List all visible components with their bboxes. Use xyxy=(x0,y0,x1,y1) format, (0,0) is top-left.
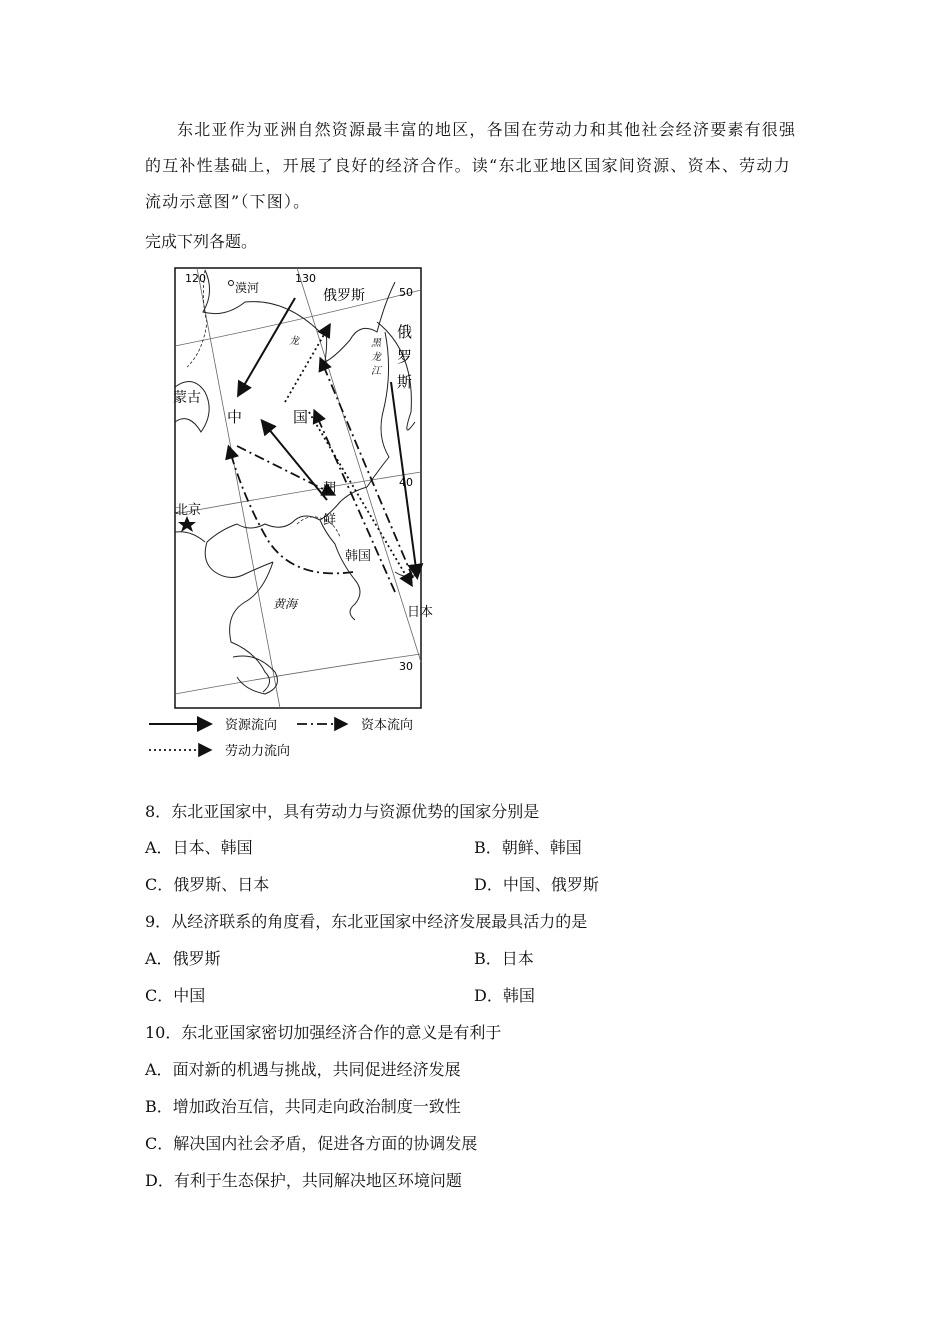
map-legend xyxy=(149,717,413,759)
q9-option-b[interactable] xyxy=(474,947,534,971)
china-guo-label: 国 xyxy=(293,408,309,426)
russia-side-label-3: 斯 xyxy=(397,373,413,391)
beijing-label: 北京 xyxy=(175,503,202,518)
legend-labor-label: 劳动力流向 xyxy=(225,744,291,759)
korea-xian-label: 鲜 xyxy=(323,513,337,528)
lat-label-40: 40 xyxy=(399,476,413,489)
q9-option-c-text: 中国 xyxy=(173,986,206,1005)
q8-option-c[interactable] xyxy=(145,873,269,897)
question-10-number: 10． xyxy=(145,1023,182,1042)
instruction: 完成下列各题。 xyxy=(145,232,258,251)
yellow-sea-label: 黄海 xyxy=(273,597,298,611)
q8-option-b-text: 朝鲜、韩国 xyxy=(501,838,582,857)
heilongjiang-label-2: 龙 xyxy=(371,352,381,363)
russia-side-label-1: 俄 xyxy=(397,323,413,341)
question-9-text: 从经济联系的角度看，东北亚国家中经济发展最具活力的是 xyxy=(171,912,588,931)
q10-option-a[interactable] xyxy=(145,1058,461,1082)
question-8-number: 8． xyxy=(145,802,172,821)
q8-option-a-letter: A． xyxy=(145,838,173,857)
q10-option-c[interactable] xyxy=(145,1132,477,1156)
lon-label-120: 120 xyxy=(185,272,206,285)
q8-option-c-letter: C． xyxy=(145,875,174,894)
question-10 xyxy=(145,1021,501,1045)
q10-option-b-text: 增加政治互信，共同走向政治制度一致性 xyxy=(172,1097,461,1116)
legend-capital-label: 资本流向 xyxy=(361,718,414,733)
q9-option-d[interactable] xyxy=(474,984,535,1008)
q10-option-b[interactable] xyxy=(145,1095,461,1119)
q8-option-b-letter: B． xyxy=(474,838,502,857)
q8-option-a-text: 日本、韩国 xyxy=(172,838,253,857)
q10-option-d-text: 有利于生态保护，共同解决地区环境问题 xyxy=(173,1171,462,1190)
q9-option-a[interactable] xyxy=(145,947,221,971)
q8-option-d-text: 中国、俄罗斯 xyxy=(502,875,599,894)
q8-option-d[interactable] xyxy=(474,873,599,897)
map-frame xyxy=(175,268,421,708)
legend-resource-label: 资源流向 xyxy=(225,718,278,733)
q9-option-c-letter: C． xyxy=(145,986,174,1005)
russia-top-label: 俄罗斯 xyxy=(323,288,365,304)
q10-option-a-letter: A． xyxy=(145,1060,173,1079)
mohe-label: 漠河 xyxy=(235,281,260,295)
korea-chao-label: 朝 xyxy=(323,481,337,496)
q10-option-d-letter: D． xyxy=(145,1171,174,1190)
q8-option-c-text: 俄罗斯、日本 xyxy=(173,875,270,894)
q9-option-c[interactable] xyxy=(145,984,205,1008)
q9-option-a-letter: A． xyxy=(145,949,173,968)
q10-option-c-letter: C． xyxy=(145,1134,174,1153)
q9-option-b-text: 日本 xyxy=(501,949,534,968)
question-8 xyxy=(145,800,539,824)
japan-label: 日本 xyxy=(407,605,434,620)
q10-option-c-text: 解决国内社会矛盾，促进各方面的协调发展 xyxy=(173,1134,478,1153)
q9-option-d-text: 韩国 xyxy=(502,986,535,1005)
south-korea-label: 韩国 xyxy=(345,549,372,564)
intro-paragraph: 东北亚作为亚洲自然资源最丰富的地区，各国在劳动力和其他社会经济要素有很强的互补性基础上，开展了良好的经济合作。读“东北亚地区国家间资源、资本、劳动力流动示意图”（下图）。 xyxy=(145,120,797,211)
lon-label-130: 130 xyxy=(295,272,316,285)
question-9-number: 9． xyxy=(145,912,172,931)
question-10-text: 东北亚国家密切加强经济合作的意义是有利于 xyxy=(181,1023,502,1042)
heilongjiang-label-3: 江 xyxy=(371,366,381,377)
long-label: 龙 xyxy=(289,336,299,347)
question-9 xyxy=(145,910,587,934)
mongolia-label: 蒙古 xyxy=(173,390,201,406)
q10-option-d[interactable] xyxy=(145,1169,462,1193)
q8-option-b[interactable] xyxy=(474,836,582,860)
q10-option-a-text: 面对新的机遇与挑战，共同促进经济发展 xyxy=(172,1060,461,1079)
heilongjiang-label-1: 黑 xyxy=(371,338,381,349)
russia-side-label-2: 罗 xyxy=(397,348,413,366)
lat-label-50: 50 xyxy=(399,286,413,299)
q8-option-d-letter: D． xyxy=(474,875,503,894)
q9-option-b-letter: B． xyxy=(474,949,502,968)
q9-option-d-letter: D． xyxy=(474,986,503,1005)
q10-option-b-letter: B． xyxy=(145,1097,173,1116)
lat-label-30: 30 xyxy=(399,660,413,673)
northeast-asia-flow-map xyxy=(145,262,435,762)
q8-option-a[interactable] xyxy=(145,836,253,860)
question-8-text: 东北亚国家中，具有劳动力与资源优势的国家分别是 xyxy=(171,802,540,821)
q9-option-a-text: 俄罗斯 xyxy=(172,949,221,968)
china-zhong-label: 中 xyxy=(227,408,243,426)
